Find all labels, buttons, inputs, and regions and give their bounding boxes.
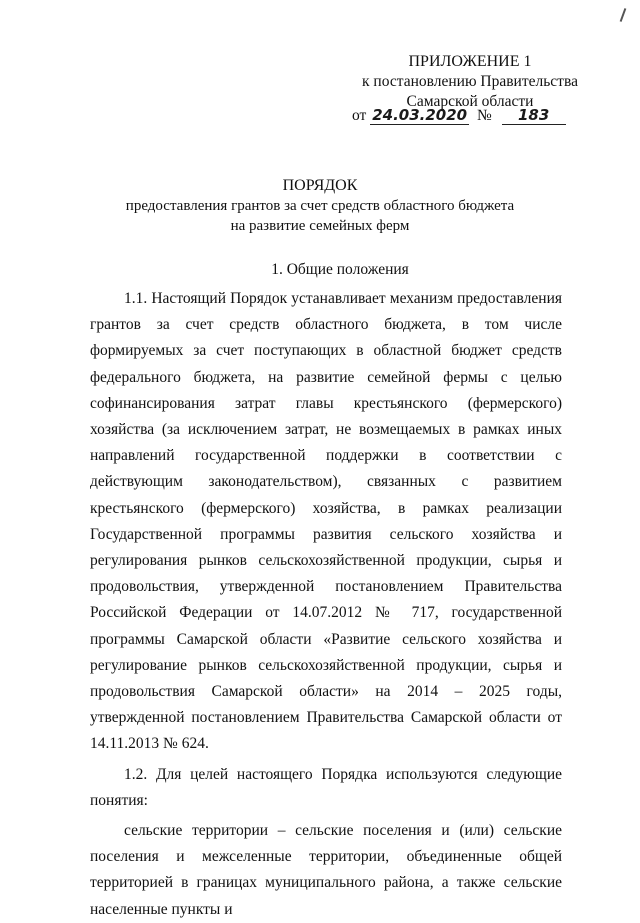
document-heading: ПОРЯДОК: [282, 177, 358, 194]
appendix-title: ПРИЛОЖЕНИЕ 1: [408, 53, 532, 70]
paragraph-definition: сельские территории – сельские поселения и (или) сельские поселения и межселенные территории, объединенные общей территорией в границах муниципального района, а также сельские населенные пункты и: [90, 822, 562, 918]
date-value: 24.03.2020: [372, 106, 468, 124]
paragraph-1-2: 1.2. Для целей настоящего Порядка используются следующие понятия:: [90, 765, 562, 809]
document-subtitle-line-2: на развитие семейных ферм: [230, 218, 410, 234]
date-number-line: [352, 106, 566, 128]
document-title-block: [0, 176, 640, 236]
appendix-line-1: к постановлению Правительства: [362, 73, 578, 90]
section-heading: 1. Общие положения: [271, 261, 409, 278]
document-subtitle-line-1: предоставления грантов за счет средств областного бюджета: [125, 198, 515, 214]
date-prefix: от: [352, 107, 367, 124]
number-value: 183: [502, 106, 566, 125]
document-body: [90, 286, 562, 923]
scan-mark: [620, 8, 627, 22]
appendix-line-2: Самарской области: [406, 93, 534, 110]
number-prefix: №: [476, 107, 492, 124]
appendix-block: [340, 52, 600, 112]
paragraph-1-1: 1.1. Настоящий Порядок устанавливает механизм предоставления грантов за счет средств областного бюджета, в том числе формируемых за счет поступающих в областной бюджет средств федерального бюджета, на развитие семейной фермы с целью софинансирования затрат главы крестьянского (фермерского) хозяйства (за исключением затрат, не возмещаемых в рамках иных направлений государственной поддержки в соответствии с действующим законодательством), связанных с развитием крестьянского (фермерского) хозяйства, в рамках реализации Государственной программы развития сельского хозяйства и регулирования рынков сельскохозяйственной продукции, сырья и продовольствия, утвержденной постановлением Правительства Российской Федерации от 14.07.2012 № 717, государственной программы Самарской области «Развитие сельского хозяйства и регулирование рынков сельскохозяйственной продукции, сырья и продовольствия Самарской области» на 2014 – 2025 годы, утвержденной постановлением Правительства Самарской области от 14.11.2013 № 624.: [90, 290, 562, 753]
